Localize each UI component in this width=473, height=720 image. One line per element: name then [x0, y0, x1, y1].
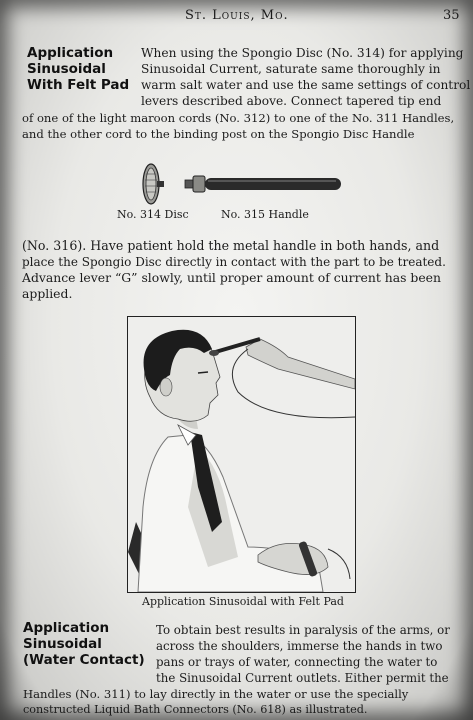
- section-heading-water-contact: [23, 620, 145, 668]
- handle-illustration: [184, 172, 344, 196]
- patient-photograph: [127, 316, 356, 593]
- body-text-line: When using the Spongio Disc (No. 314) for applying: [141, 46, 464, 60]
- body-text-line: warm salt water and use the same settings of control: [141, 78, 471, 92]
- spongio-disc-illustration: [138, 160, 166, 208]
- heading-line: With Felt Pad: [27, 77, 130, 93]
- body-text-line: levers described above. Connect tapered tip end: [141, 94, 442, 108]
- body-text-line: place the Spongio Disc directly in contact with the part to be treated.: [22, 255, 446, 269]
- body-text-line: constructed Liquid Bath Connectors (No. 618) as illustrated.: [23, 703, 368, 716]
- body-text-line: and the other cord to the binding post on the Spongio Disc Handle: [22, 127, 415, 141]
- disc-caption: No. 314 Disc: [117, 208, 189, 221]
- body-text-line: To obtain best results in paralysis of the arms, or: [156, 623, 450, 637]
- body-text-line: Advance lever “G” slowly, until proper amount of current has been: [22, 270, 441, 285]
- body-text-line: Sinusoidal Current, saturate same thoroughly in: [141, 62, 441, 76]
- body-text-line: applied.: [22, 286, 73, 301]
- body-text-line: across the shoulders, immerse the hands in two: [156, 639, 443, 653]
- photo-caption: Application Sinusoidal with Felt Pad: [142, 595, 344, 608]
- running-head: [0, 8, 473, 24]
- heading-line: Sinusoidal: [23, 636, 102, 652]
- body-text-line: (No. 316). Have patient hold the metal handle in both hands, and: [22, 238, 440, 253]
- heading-line: Application: [23, 620, 110, 636]
- patient-treatment-illustration: [128, 317, 355, 592]
- section-heading-felt-pad: [27, 45, 129, 93]
- body-text-line: of one of the light maroon cords (No. 312) to one of the No. 311 Handles,: [22, 111, 455, 125]
- heading-line: Application: [27, 45, 114, 61]
- heading-line: (Water Contact): [23, 652, 145, 668]
- body-text-line: Handles (No. 311) to lay directly in the water or use the specially: [23, 687, 409, 701]
- heading-line: Sinusoidal: [27, 61, 106, 77]
- handle-caption: No. 315 Handle: [221, 208, 309, 221]
- running-head-title: St. Louis, Mo.: [185, 8, 289, 23]
- body-text-line: the Sinusoidal Current outlets. Either permit the: [156, 671, 449, 685]
- page-number: 35: [443, 8, 460, 23]
- body-text-line: pans or trays of water, connecting the water to: [156, 655, 438, 669]
